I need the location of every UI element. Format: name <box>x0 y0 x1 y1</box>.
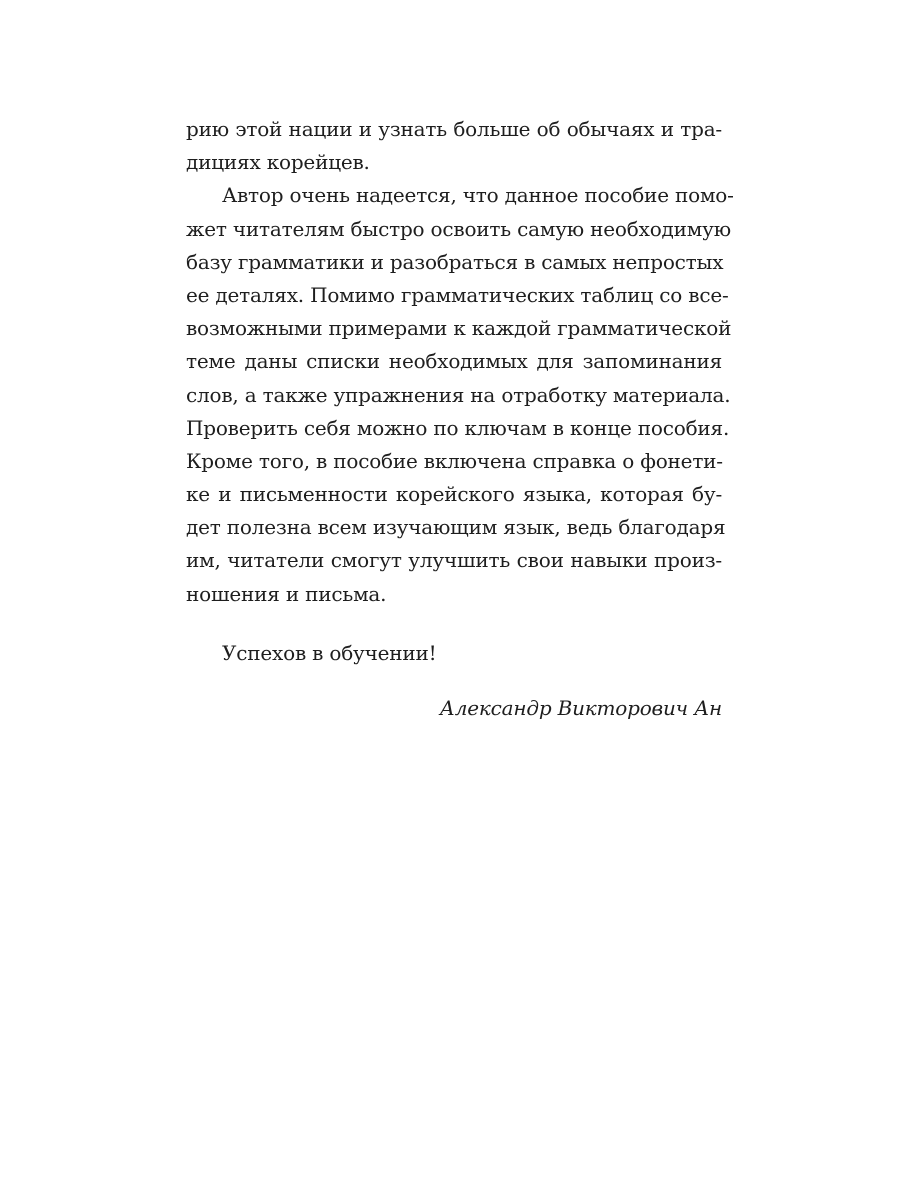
paragraph-first-line: Автор очень надеется, что данное пособие помо- <box>222 183 734 208</box>
text-line: дициях корейцев. <box>186 150 370 175</box>
author-signature: Александр Викторович Ан <box>439 695 722 720</box>
page-text <box>186 113 734 725</box>
text-line: ношения и письма. <box>186 581 387 606</box>
text-line: ее деталях. Помимо грамматических таблиц со все- <box>186 282 729 307</box>
text-line: базу грамматики и разобраться в самых непростых <box>186 249 724 274</box>
text-line: Кроме того, в пособие включена справка о фонети- <box>186 448 723 473</box>
text-line: слов, а также упражнения на отработку материала. <box>186 382 731 407</box>
paragraph-spacer <box>186 611 722 637</box>
text-line: теме даны списки необходимых для запоминания <box>186 349 722 374</box>
text-line: рию этой нации и узнать больше об обычаях и тра- <box>186 117 722 141</box>
text-line: жет читателям быстро освоить самую необходимую <box>186 216 731 241</box>
text-line: возможными примерами к каждой грамматической <box>186 316 732 341</box>
signature-spacer <box>186 670 722 692</box>
closing-line: Успехов в обучении! <box>222 640 437 665</box>
text-line: дет полезна всем изучающим язык, ведь благодаря <box>186 515 726 540</box>
text-line: Проверить себя можно по ключам в конце пособия. <box>186 415 730 440</box>
text-line: ке и письменности корейского языка, которая бу- <box>186 482 722 507</box>
text-line: им, читатели смогут улучшить свои навыки произ- <box>186 548 722 573</box>
